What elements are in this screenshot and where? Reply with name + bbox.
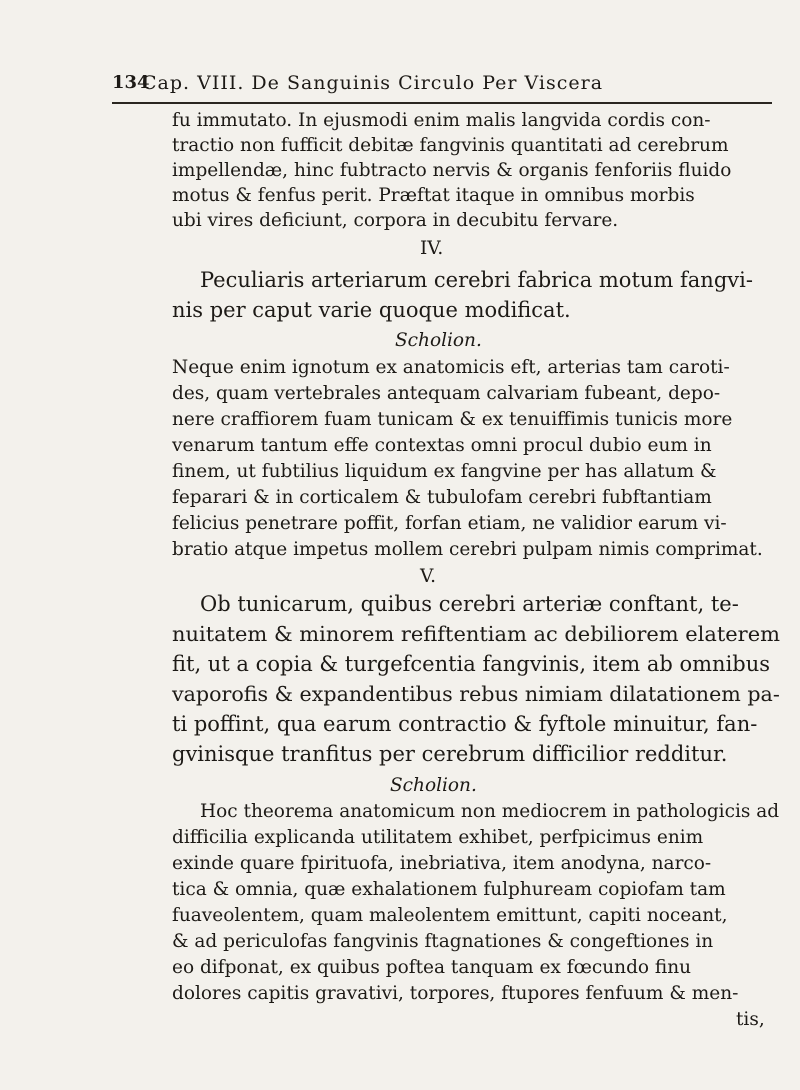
text-line: des, quam vertebrales antequam calvariam fubeant, depo- bbox=[172, 383, 721, 404]
text-line: tica & omnia, quæ exhalationem fulphuream copiofam tam bbox=[172, 879, 726, 900]
scholion-heading: Scholion. bbox=[390, 775, 477, 796]
thesis-line: nis per caput varie quoque modificat. bbox=[172, 298, 571, 322]
catchword: tis, bbox=[736, 1009, 765, 1030]
running-header bbox=[112, 72, 772, 102]
text-line: eo difponat, ex quibus poftea tanquam ex fœcundo finu bbox=[172, 957, 692, 978]
text-line: finem, ut fubtilius liquidum ex fangvine per has allatum & bbox=[172, 461, 717, 482]
thesis-line: gvinisque tranfitus per cerebrum difficilior redditur. bbox=[172, 742, 728, 766]
text-line: felicius penetrare poffit, forfan etiam, ne validior earum vi- bbox=[172, 513, 727, 534]
text-line: fu immutato. In ejusmodi enim malis langvida cordis con- bbox=[172, 110, 711, 131]
text-line: impellendæ, hinc fubtracto nervis & organis fenforiis fluido bbox=[172, 160, 732, 181]
section-numeral: IV. bbox=[420, 238, 444, 259]
text-line: difficilia explicanda utilitatem exhibet, perfpicimus enim bbox=[172, 827, 704, 848]
running-title: Cap. VIII. De Sanguinis Circulo Per Viscera bbox=[142, 72, 604, 94]
text-line: bratio atque impetus mollem cerebri pulpam nimis comprimat. bbox=[172, 539, 763, 560]
text-line: exinde quare fpirituofa, inebriativa, item anodyna, narco- bbox=[172, 853, 712, 874]
text-line: motus & fenfus perit. Præftat itaque in omnibus morbis bbox=[172, 185, 695, 206]
text-line: dolores capitis gravativi, torpores, ftupores fenfuum & men- bbox=[172, 983, 739, 1004]
text-line: Neque enim ignotum ex anatomicis eft, arterias tam caroti- bbox=[172, 357, 730, 378]
thesis-line: vaporofis & expandentibus rebus nimiam dilatationem pa- bbox=[172, 682, 780, 706]
thesis-line: ti poffint, qua earum contractio & fyftole minuitur, fan- bbox=[172, 712, 758, 736]
scholion-heading: Scholion. bbox=[395, 330, 482, 351]
thesis-line: fit, ut a copia & turgefcentia fangvinis, item ab omnibus bbox=[172, 652, 771, 676]
text-line: nere craffiorem fuam tunicam & ex tenuiffimis tunicis more bbox=[172, 409, 733, 430]
text-line: ubi vires deficiunt, corpora in decubitu fervare. bbox=[172, 210, 619, 231]
text-line: tractio non fufficit debitæ fangvinis quantitati ad cerebrum bbox=[172, 135, 729, 156]
thesis-line: Peculiaris arteriarum cerebri fabrica motum fangvi- bbox=[200, 268, 753, 292]
text-line: fuaveolentem, quam maleolentem emittunt, capiti noceant, bbox=[172, 905, 728, 926]
page-number: 134 bbox=[112, 72, 150, 93]
text-line: feparari & in corticalem & tubulofam cerebri fubftantiam bbox=[172, 487, 712, 508]
header-rule bbox=[112, 102, 772, 104]
text-line: Hoc theorema anatomicum non mediocrem in pathologicis ad bbox=[200, 801, 780, 822]
thesis-line: Ob tunicarum, quibus cerebri arteriæ conftant, te- bbox=[200, 592, 739, 616]
text-line: venarum tantum effe contextas omni procul dubio eum in bbox=[172, 435, 712, 456]
thesis-line: nuitatem & minorem refiftentiam ac debiliorem elaterem bbox=[172, 622, 780, 646]
text-line: & ad periculofas fangvinis ftagnationes & congeftiones in bbox=[172, 931, 714, 952]
section-numeral: V. bbox=[420, 566, 437, 587]
